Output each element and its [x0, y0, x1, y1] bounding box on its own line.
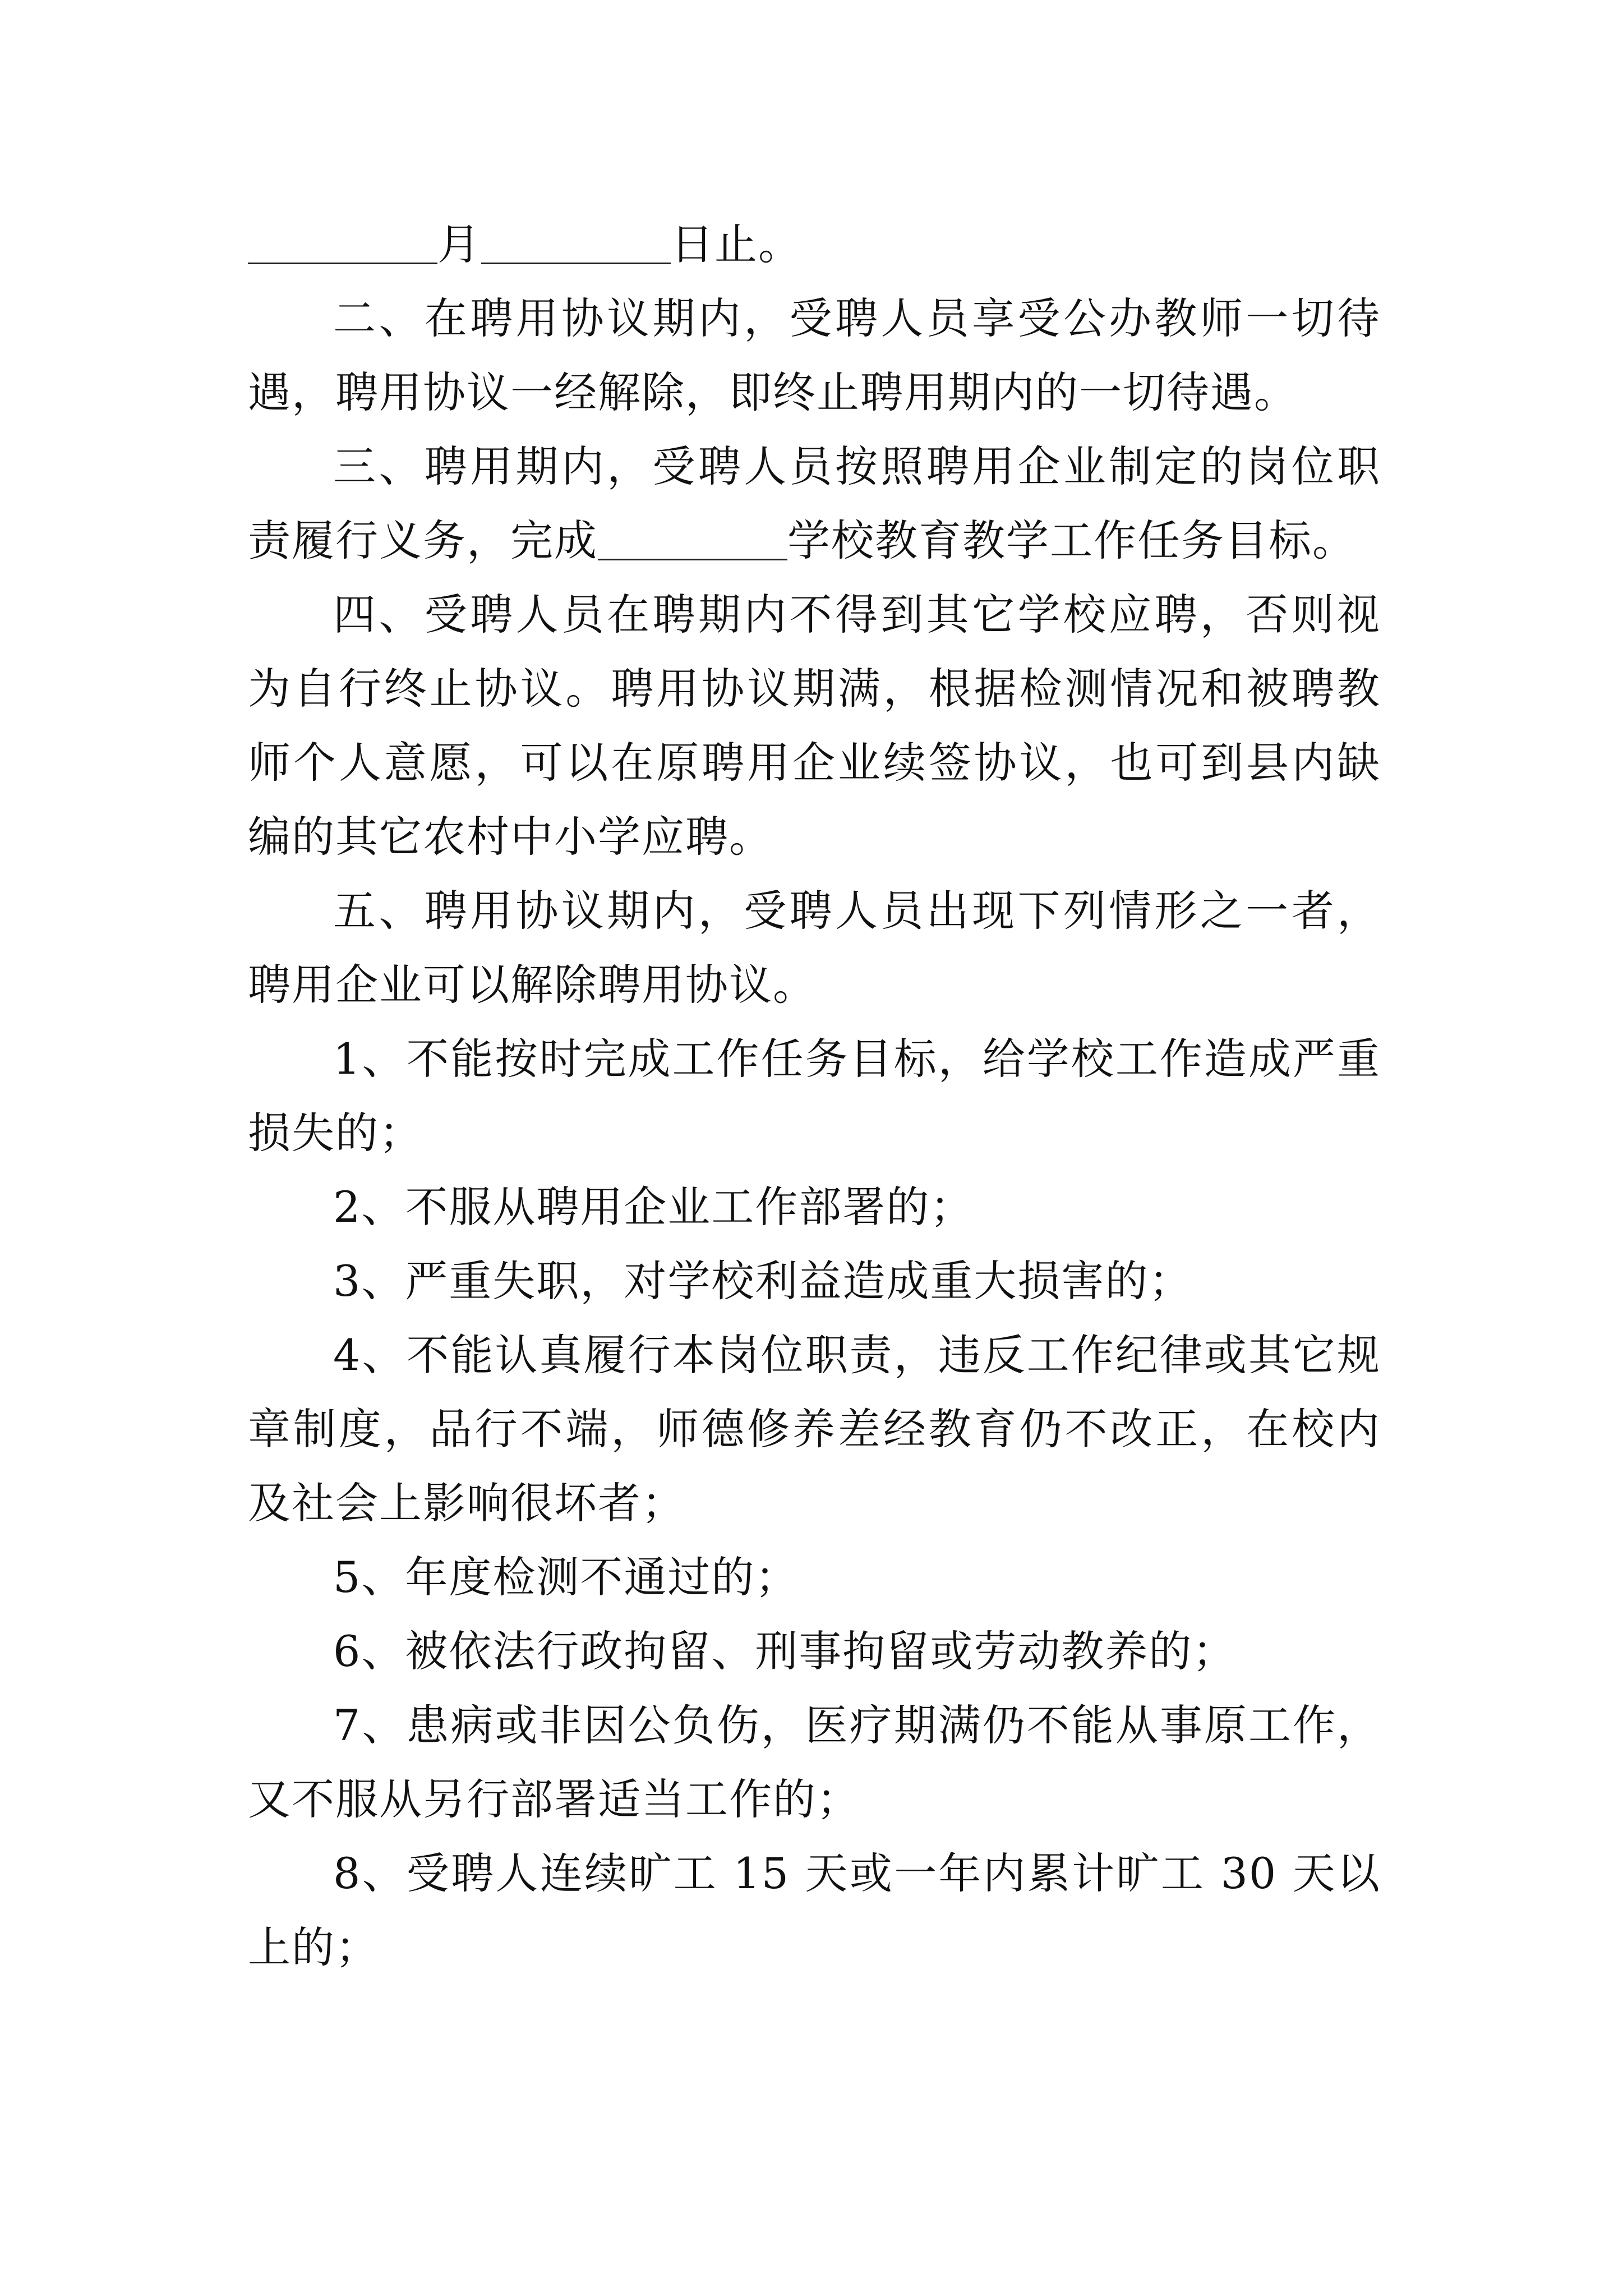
school-blank	[598, 516, 787, 560]
list-item-8: 8、受聘人连续旷工 15 天或一年内累计旷工 30 天以上的；	[248, 1848, 1381, 1972]
end-label: 日止。	[671, 219, 802, 269]
list-item-5: 5、年度检测不通过的；	[333, 1552, 799, 1602]
list-item-4: 4、不能认真履行本岗位职责，违反工作纪律或其它规章制度，品行不端，师德修养差经教育仍不改正，在校内及社会上影响很坏者；	[248, 1330, 1381, 1528]
date-end-line	[248, 208, 1381, 282]
clause-3-before: 三、聘用期内，受聘人员按照聘用企业制定的岗位职责履行义务，完成	[248, 441, 1381, 565]
list-item-2: 2、不服从聘用企业工作部署的；	[333, 1182, 974, 1232]
clause-4: 四、受聘人员在聘期内不得到其它学校应聘，否则视为自行终止协议。聘用协议期满，根据检测情况和被聘教师个人意愿，可以在原聘用企业续签协议，也可到县内缺编的其它农村中小学应聘。	[248, 590, 1381, 862]
list-item-3: 3、严重失职，对学校利益造成重大损害的；	[333, 1256, 1193, 1306]
month-blank	[248, 220, 437, 264]
document-body	[248, 208, 1381, 1985]
list-item-1: 1、不能按时完成工作任务目标，给学校工作造成严重损失的；	[248, 1034, 1381, 1158]
list-item-7: 7、患病或非因公负伤，医疗期满仍不能从事原工作，又不服从另行部署适当工作的；	[248, 1700, 1381, 1824]
month-label: 月	[437, 219, 481, 269]
day-blank	[481, 220, 671, 264]
clause-2: 二、在聘用协议期内，受聘人员享受公办教师一切待遇，聘用协议一经解除，即终止聘用期内的一切待遇。	[248, 293, 1381, 417]
clause-3	[248, 430, 1381, 578]
clause-3-after: 学校教育教学工作任务目标。	[787, 516, 1356, 565]
clause-5: 五、聘用协议期内，受聘人员出现下列情形之一者，聘用企业可以解除聘用协议。	[248, 886, 1381, 1010]
list-item-6: 6、被依法行政拘留、刑事拘留或劳动教养的；	[333, 1626, 1237, 1676]
